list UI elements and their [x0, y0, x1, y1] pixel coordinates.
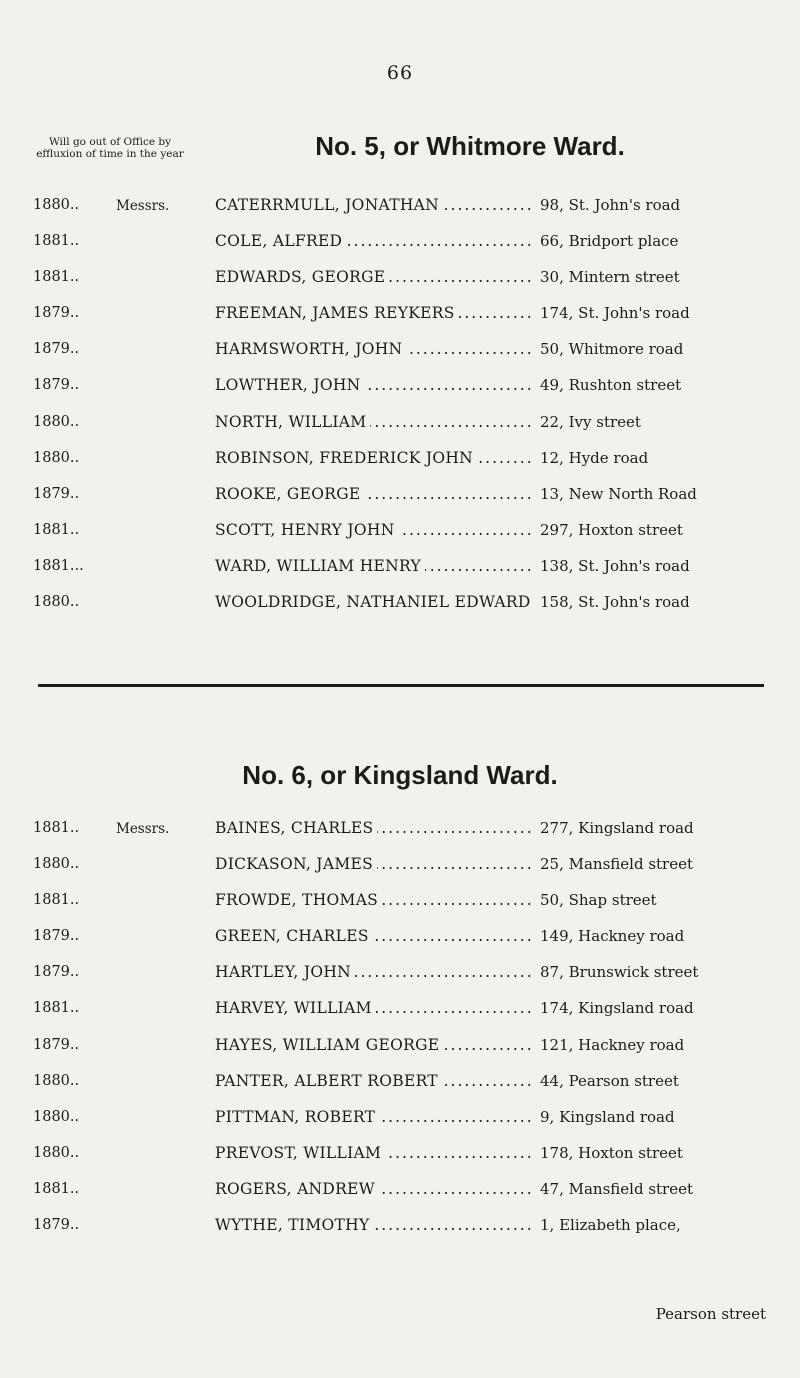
member-address: 22, Ivy street: [540, 412, 641, 431]
member-name: CATERRMULL, JONATHAN: [215, 196, 443, 214]
term-year: 1881..: [33, 269, 80, 286]
list-item: [0, 1179, 800, 1215]
member-name: HARVEY, WILLIAM: [215, 999, 376, 1017]
member-name: ROBINSON, FREDERICK JOHN: [215, 449, 477, 467]
member-name: PITTMAN, ROBERT: [215, 1108, 379, 1126]
term-year: 1880..: [33, 197, 80, 213]
member-name: ROGERS, ANDREW: [215, 1180, 379, 1198]
name-prefix: Messrs.: [116, 198, 170, 214]
member-name: WARD, WILLIAM HENRY: [215, 557, 425, 575]
list-item: [0, 556, 800, 592]
member-address: 50, Whitmore road: [540, 340, 684, 359]
list-item: [0, 303, 800, 339]
section-divider: [38, 684, 764, 687]
term-year: 1879..: [33, 1217, 80, 1234]
member-address: 30, Mintern street: [540, 268, 680, 287]
member-name: ROOKE, GEORGE: [215, 485, 365, 503]
member-name: WYTHE, TIMOTHY: [215, 1216, 374, 1234]
member-address: 158, St. John's road: [540, 593, 690, 612]
list-item: [0, 231, 800, 267]
member-address: 87, Brunswick street: [540, 963, 699, 982]
list-item: [0, 448, 800, 484]
member-name: GREEN, CHARLES: [215, 927, 373, 945]
list-item: [0, 1035, 800, 1071]
term-year: 1879..: [33, 964, 80, 981]
member-address: 277, Kingsland road: [540, 819, 694, 837]
list-item: [0, 195, 800, 231]
term-year: 1880..: [33, 1108, 80, 1125]
member-address: 178, Hoxton street: [540, 1143, 683, 1162]
member-name: NORTH, WILLIAM: [215, 413, 370, 431]
member-name: COLE, ALFRED: [215, 232, 346, 250]
ward-title-whitmore: No. 5, or Whitmore Ward.: [315, 131, 625, 161]
list-item: [0, 412, 800, 448]
term-year: 1881..: [33, 521, 80, 538]
list-item: [0, 1071, 800, 1107]
kingsland-entry-list: [0, 818, 800, 1251]
member-name: DICKASON, JAMES: [215, 855, 377, 873]
member-address: 98, St. John's road: [540, 196, 681, 214]
member-address: 66, Bridport place: [540, 232, 679, 251]
member-address: 174, St. John's road: [540, 304, 690, 323]
list-item: [0, 1143, 800, 1179]
term-year: 1879..: [33, 485, 80, 502]
member-name: EDWARDS, GEORGE: [215, 268, 389, 286]
list-item: [0, 890, 800, 926]
member-name: PANTER, ALBERT ROBERT: [215, 1072, 442, 1090]
member-name: SCOTT, HENRY JOHN: [215, 521, 399, 539]
member-address: 138, St. John's road: [540, 556, 690, 575]
list-item: [0, 854, 800, 890]
member-name: FREEMAN, JAMES REYKERS: [215, 304, 459, 322]
term-year: 1881..: [33, 892, 80, 909]
member-address: 9, Kingsland road: [540, 1107, 675, 1126]
name-prefix: Messrs.: [116, 821, 170, 837]
term-year: 1880..: [33, 594, 80, 611]
member-address: 1, Elizabeth place,: [540, 1216, 681, 1235]
list-item: [0, 592, 800, 628]
address-continuation: Pearson street: [655, 1305, 766, 1323]
term-year: 1879..: [33, 1036, 80, 1053]
list-item: [0, 339, 800, 375]
list-item: [0, 926, 800, 962]
member-name: HARMSWORTH, JOHN: [215, 340, 406, 358]
member-address: 297, Hoxton street: [540, 520, 683, 539]
term-year: 1880..: [33, 449, 80, 466]
member-name: BAINES, CHARLES: [215, 819, 377, 837]
list-item: [0, 818, 800, 854]
member-address: 49, Rushton street: [540, 376, 682, 395]
term-year: 1881..: [33, 820, 80, 836]
member-name: HARTLEY, JOHN: [215, 963, 355, 981]
term-year: 1881..: [33, 233, 80, 250]
member-address: 13, New North Road: [540, 484, 697, 503]
term-year: 1880..: [33, 413, 80, 430]
page-number: 66: [386, 62, 414, 84]
list-item: [0, 998, 800, 1034]
list-item: [0, 1107, 800, 1143]
term-year: 1880..: [33, 1072, 80, 1089]
member-address: 25, Mansfield street: [540, 855, 694, 874]
list-item: [0, 962, 800, 998]
ward-title-kingsland: No. 6, or Kingsland Ward.: [242, 760, 558, 790]
term-year: 1879..: [33, 305, 80, 322]
member-address: 44, Pearson street: [540, 1071, 679, 1090]
term-year: 1880..: [33, 1144, 80, 1161]
member-address: 12, Hyde road: [540, 448, 649, 467]
list-item: [0, 1215, 800, 1251]
term-year: 1881..: [33, 1000, 80, 1017]
member-name: WOOLDRIDGE, NATHANIEL EDWARD: [215, 593, 533, 611]
term-year: 1880..: [33, 856, 80, 873]
member-address: 50, Shap street: [540, 891, 657, 910]
member-address: 174, Kingsland road: [540, 999, 694, 1018]
list-item: [0, 484, 800, 520]
list-item: [0, 375, 800, 411]
list-item: [0, 520, 800, 556]
member-address: 47, Mansfield street: [540, 1179, 694, 1198]
term-year: 1881..: [33, 1180, 80, 1197]
whitmore-entry-list: [0, 195, 800, 628]
member-name: LOWTHER, JOHN: [215, 376, 365, 394]
term-year: 1879..: [33, 341, 80, 358]
term-year: 1881...: [33, 557, 84, 574]
member-address: 149, Hackney road: [540, 927, 685, 946]
side-note: Will go out of Office by effluxion of time in the year: [36, 136, 184, 160]
term-year: 1879..: [33, 377, 80, 394]
term-year: 1879..: [33, 928, 80, 945]
list-item: [0, 267, 800, 303]
member-name: PREVOST, WILLIAM: [215, 1144, 385, 1162]
member-address: 121, Hackney road: [540, 1035, 685, 1054]
member-name: FROWDE, THOMAS: [215, 891, 382, 909]
member-name: HAYES, WILLIAM GEORGE: [215, 1036, 443, 1054]
